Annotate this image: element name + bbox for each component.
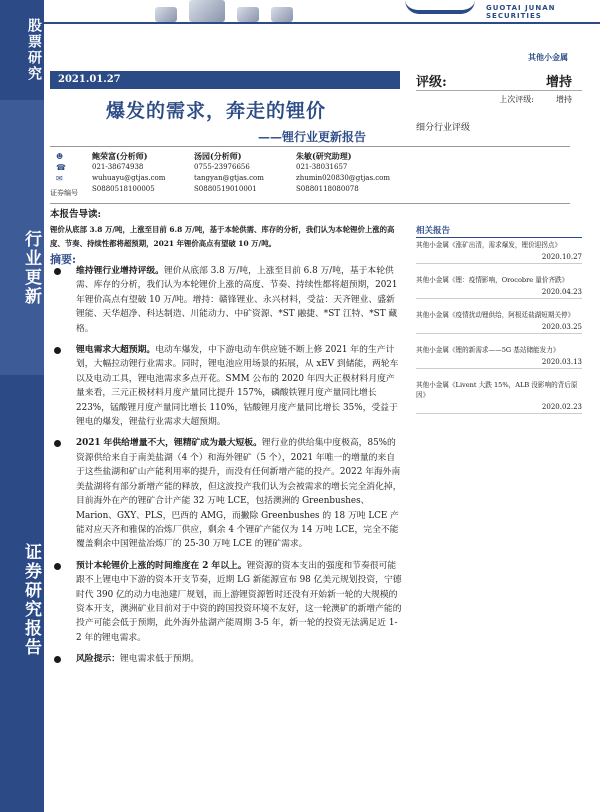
- analyst-name: 汤园(分析师): [194, 151, 242, 161]
- cert-label: 证券编号: [50, 189, 78, 197]
- bullet-dot-icon: [54, 347, 61, 354]
- abstract-bullets: [50, 264, 402, 674]
- bullet-item: [50, 652, 402, 666]
- person-icon: ☻: [56, 152, 64, 161]
- gem-icon: [271, 7, 293, 22]
- related-report-date: 2020.10.27: [541, 253, 582, 261]
- email-icon: ✉: [56, 174, 63, 183]
- bullet-lead: 预计本轮锂价上涨的时间维度在 2 年以上。: [76, 560, 247, 571]
- rating-label: 评级:: [416, 75, 447, 90]
- analyst-cert: S0880518100005: [92, 185, 155, 193]
- header-gems-decoration: [155, 0, 293, 22]
- summary-area: [50, 206, 402, 267]
- bullet-item: [50, 343, 402, 429]
- related-report-date: 2020.02.23: [541, 403, 582, 411]
- sub-industry-rating: 细分行业评级: [416, 123, 471, 133]
- report-subtitle: ——锂行业更新报告: [258, 130, 367, 144]
- related-reports-list: [416, 240, 582, 425]
- analyst-phone: 0755-23976656: [194, 163, 250, 171]
- analyst-email[interactable]: wuhuayu@gtjas.com: [92, 174, 166, 182]
- bullet-lead: 风险提示：: [76, 654, 120, 665]
- rating-divider: [416, 90, 582, 91]
- related-report-item[interactable]: [416, 310, 582, 334]
- header-divider: [44, 22, 600, 24]
- brand-logo-icon: [405, 0, 475, 14]
- analyst-phone: 021-38031657: [296, 163, 348, 171]
- analyst-icons: [56, 151, 70, 184]
- bullet-item: [50, 436, 402, 551]
- related-report-date: 2020.03.13: [541, 358, 582, 366]
- phone-icon: ☎: [56, 163, 66, 172]
- bullet-dot-icon: [54, 440, 61, 447]
- bullet-dot-icon: [54, 268, 61, 275]
- bullet-dot-icon: [54, 656, 61, 663]
- analyst-3: [296, 151, 390, 195]
- analyst-2: [194, 151, 264, 195]
- related-reports-heading: 相关报告: [416, 226, 451, 236]
- bullet-item: [50, 264, 402, 336]
- bullet-lead: 锂电需求大超预期。: [76, 345, 156, 356]
- rating-value: 增持: [545, 75, 572, 90]
- analyst-cert: S0880118080078: [296, 185, 359, 193]
- related-report-title: 其他小金属《Livent 大跌 15%，ALB 没影响的背后原因》: [416, 381, 578, 399]
- report-title: 爆发的需求，奔走的锂价: [106, 100, 327, 122]
- gem-icon: [189, 0, 225, 22]
- bullet-item: [50, 559, 402, 645]
- related-report-item[interactable]: [416, 345, 582, 369]
- related-report-item[interactable]: [416, 240, 582, 264]
- analyst-email[interactable]: tangyan@gtjas.com: [194, 174, 264, 182]
- prev-rating-value: 增持: [556, 95, 572, 104]
- industry-tag: 其他小金属: [528, 52, 568, 62]
- sidebar-securities-report: 证券研究报告: [0, 375, 44, 812]
- analyst-name: 朱敏(研究助理): [296, 151, 352, 161]
- rating-box: [416, 71, 572, 105]
- sidebar-stock-research: 股票研究: [0, 0, 44, 100]
- related-report-item[interactable]: [416, 380, 582, 414]
- gem-icon: [237, 7, 259, 22]
- sidebar-industry-update: 行业更新: [0, 100, 44, 405]
- brand-name: GUOTAI JUNAN SECURITIES: [486, 4, 556, 20]
- bullet-lead: 2021 年供给增量不大，锂精矿成为最大短板。: [76, 438, 262, 449]
- sidebar: [0, 0, 44, 800]
- report-date: 2021.01.27: [50, 71, 400, 89]
- bullet-text: 锂电需求低于预期。: [120, 654, 200, 665]
- related-report-date: 2020.03.25: [541, 323, 582, 331]
- related-report-title: 其他小金属《涨矿出清，需求爆发，锂价迎拐点》: [416, 241, 562, 249]
- gem-icon: [155, 7, 177, 22]
- analyst-name: 鲍荣富(分析师): [92, 151, 148, 161]
- guide-text: 锂价从底部 3.8 万/吨，上涨至目前 6.8 万/吨，基于本轮供需、库存的分析，我们认为本轮锂价上涨的高度、节奏、持续性都将超预期，2021 年锂价高点有望破 10 万/吨。: [50, 225, 395, 248]
- bullet-text: 锂行业的供给集中度极高，85%的资源供给来自于南美盐湖（4 个）和海外锂矿（5 个），2021 年唯一的增量的来自于这些盐湖和矿山产能利用率的提升，而没有任何新增产能的投产。2022 年海外南美盐湖将有部分新增产能的释放，但这波投产我们认为会被需求的增长完全消化掉，目前海外在产的锂矿合计产能 32 万吨 LCE，包括澳洲的 Greenbushes、Marion、GXY、PLS，巴西的 AMG，而撇除 Greenbushes 的 18 万吨 LCE 产能对应天齐和雅保的冶炼厂供应，剩余 4 个锂矿产能仅为 14 万吨 LCE，完全不能覆盖剩余中国锂盐冶炼厂的 25-30 万吨 LCE 的锂矿需求。: [76, 438, 402, 550]
- bullet-text: 锂资源的资本支出的强度和节奏很可能跟不上锂电中下游的资本开支节奏，近期 LG 新能源宣布 98 亿美元规划投资，宁德时代 390 亿的动力电池建厂规划，而上游锂资源暂时还没有开始新一轮的大规模的资本开支，澳洲矿业目前对于中资的跨国投资环境不友好，这一轮澳矿的新增产能的投产可能会低于预期，此外海外盐湖产能周期 3-5 年，新一轮的投资无法满足近 1-2 年的锂电需求。: [76, 560, 402, 643]
- related-divider: [416, 237, 582, 238]
- related-report-title: 其他小金属《锂的新需求——5G 基站储能发力》: [416, 346, 560, 354]
- analyst-phone: 021-38674938: [92, 163, 144, 171]
- related-report-title: 其他小金属《疫情扰动锂供给，阿根廷盐湖短期关停》: [416, 311, 575, 319]
- abstract-heading: 摘要:: [50, 253, 77, 266]
- bullet-dot-icon: [54, 563, 61, 570]
- analyst-email[interactable]: zhumin020830@gtjas.com: [296, 174, 391, 182]
- bullet-text: 锂价从底部 3.8 万/吨，上涨至目前 6.8 万/吨，基于本轮供需、库存的分析，我们认为本轮锂价上涨的高度、节奏、持续性都将超预期，2021 年锂价高点有望破 10 万/吨。增持：赣锋锂业、永兴材料，受益：天齐锂业、盛新锂能、天华超净、科达制造、川能动力、中矿资源、*ST 融捷、*ST 江特、*ST 藏格。: [76, 266, 398, 334]
- bullet-text: 电动车爆发，中下游电动车供应链不断上修 2021 年的生产计划，大幅拉动锂行业需求。同时，锂电池应用场景的拓展，从 xEV 到储能，两轮车以及电动工具，锂电池需求多点开花。SMM 公布的 2020 年四大正极材料月度产量来看，三元正极材料月度产量同比提升 157%，磷酸铁锂月度产量同比增长 223%，锰酸锂月度产量同比增长 110%，钴酸锂月度产量同比增长 35%，受益于锂电的爆发，锂盐行业需求大超预期。: [76, 345, 399, 428]
- bullet-lead: 维持锂行业增持评级。: [76, 266, 164, 276]
- related-report-item[interactable]: [416, 275, 582, 299]
- guide-heading: 本报告导读:: [50, 209, 102, 220]
- analyst-cert: S0880519010001: [194, 185, 257, 193]
- analyst-block: [50, 146, 570, 204]
- analyst-1: [92, 151, 165, 195]
- prev-rating-label: 上次评级:: [499, 95, 534, 104]
- related-report-title: 其他小金属《锂：疫情影响，Orocobre 量价齐跌》: [416, 276, 569, 284]
- related-report-date: 2020.04.23: [541, 288, 582, 296]
